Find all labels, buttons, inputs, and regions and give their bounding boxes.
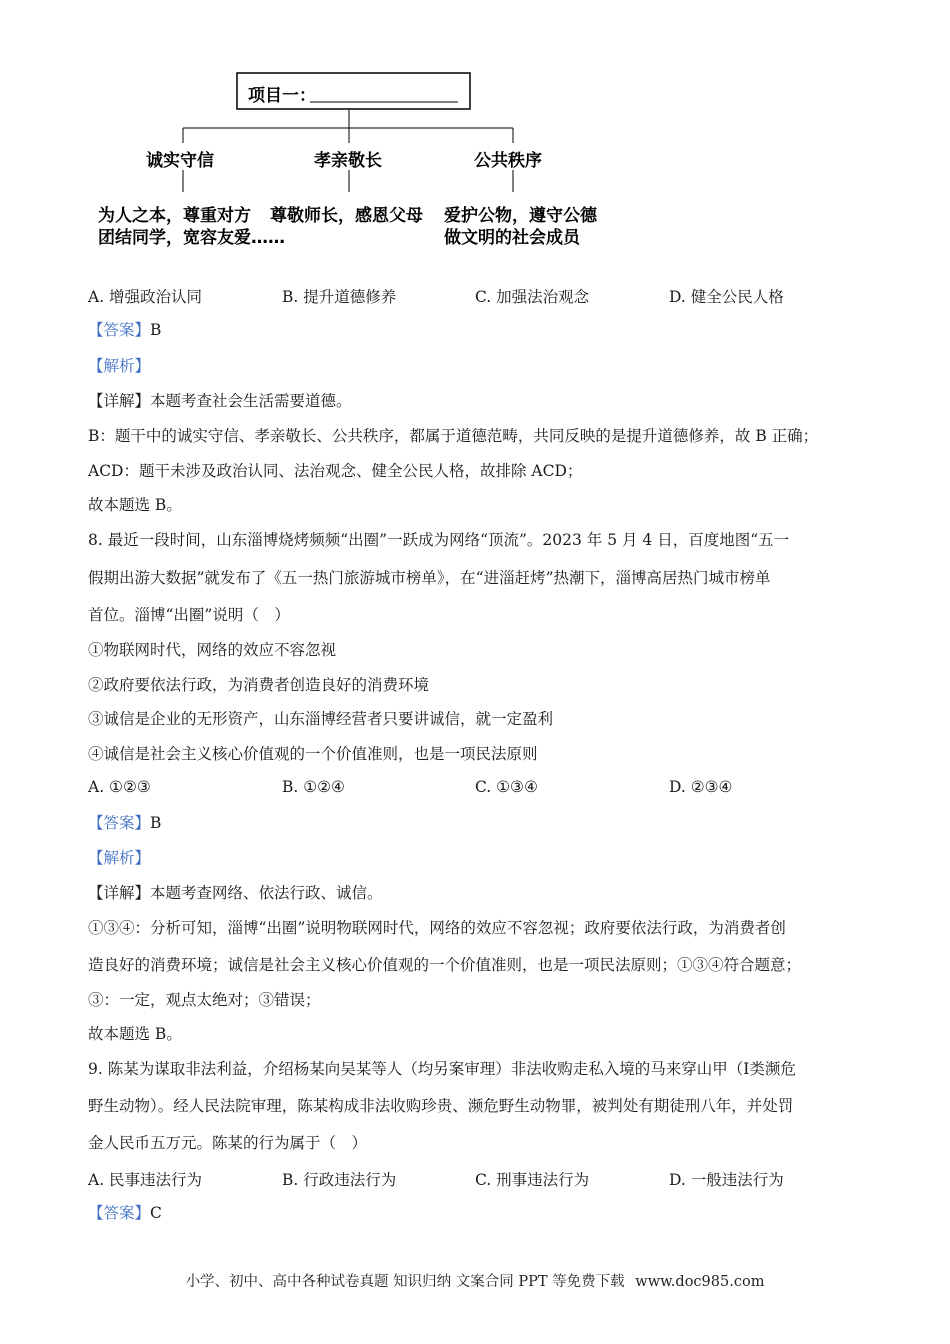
project-box-label: 项目一：: [248, 86, 316, 106]
q9-stem-line: 野生动物）。经人民法院审理，陈某构成非法收购珍贵、濒危野生动物罪，被判处有期徒刑八年，并处罚: [88, 1097, 794, 1115]
q8-answer: [88, 813, 161, 833]
q7-analysis-line: ACD：题干未涉及政治认同、法治观念、健全公民人格，故排除 ACD；: [88, 462, 583, 480]
q8-option-d: D. ②③④: [669, 778, 733, 796]
q8-option-a: A. ①②③: [88, 778, 151, 796]
q8-stem-line: 8. 最近一段时间，山东淄博烧烤频频“出圈”一跃成为网络“顶流”。2023 年 5 月 4 日，百度地图“五一: [88, 531, 790, 549]
q8-item: ②政府要依法行政，为消费者创造良好的消费环境: [88, 676, 430, 694]
page-footer: [0, 1270, 950, 1291]
q8-analysis-line: ①③④：分析可知，淄博“出圈”说明物联网时代，网络的效应不容忽视；政府要依法行政，为消费者创: [88, 919, 786, 937]
answer-value: C: [150, 1204, 162, 1222]
branch-desc: 尊敬师长，感恩父母: [270, 206, 423, 226]
q8-analysis-line: 造良好的消费环境；诚信是社会主义核心价值观的一个价值准则，也是一项民法原则；①③④符合题意；: [88, 956, 802, 974]
q8-analysis-line: 故本题选 B。: [88, 1025, 182, 1043]
q8-analysis-tag: 【解析】: [88, 849, 151, 867]
q7-answer: [88, 320, 161, 340]
footer-text: 小学、初中、高中各种试卷真题 知识归纳 文案合同 PPT 等免费下载: [185, 1274, 625, 1290]
q9-stem-line: 金人民币五万元。陈某的行为属于（ ）: [88, 1134, 368, 1152]
q8-analysis-line: ③：一定，观点太绝对；③错误；: [88, 991, 321, 1009]
q7-option-b: B. 提升道德修养: [282, 288, 397, 306]
footer-link[interactable]: www.doc985.com: [635, 1274, 765, 1290]
q9-option-b: B. 行政违法行为: [282, 1171, 397, 1189]
q9-option-d: D. 一般违法行为: [669, 1171, 784, 1189]
detail-text: 本题考查网络、依法行政、诚信。: [150, 884, 383, 902]
answer-tag: 【答案】: [88, 814, 151, 832]
detail-text: 本题考查社会生活需要道德。: [150, 392, 352, 410]
answer-value: B: [150, 321, 162, 339]
q7-analysis-line: B：题干中的诚实守信、孝亲敬长、公共秩序，都属于道德范畴，共同反映的是提升道德修养，故 B 正确；: [88, 427, 819, 445]
q7-analysis-tag: 【解析】: [88, 357, 151, 375]
q9-stem-line: 9. 陈某为谋取非法利益，介绍杨某向吴某等人（均另案审理）非法收购走私入境的马来穿山甲（Ⅰ类濒危: [88, 1060, 796, 1078]
q9-answer: [88, 1203, 162, 1223]
q8-option-b: B. ①②④: [282, 778, 345, 796]
branch-desc: 做文明的社会成员: [444, 228, 580, 248]
q8-item: ③诚信是企业的无形资产，山东淄博经营者只要讲诚信，就一定盈利: [88, 710, 554, 728]
detail-tag: 【详解】: [88, 392, 151, 410]
branch-desc: 团结同学，宽容友爱……: [98, 228, 285, 248]
branch-desc: 为人之本，尊重对方: [98, 206, 251, 226]
q7-analysis-line: 故本题选 B。: [88, 496, 182, 514]
q8-detail: [88, 883, 383, 903]
q7-option-c: C. 加强法治观念: [475, 288, 590, 306]
answer-value: B: [150, 814, 162, 832]
q8-item: ④诚信是社会主义核心价值观的一个价值准则，也是一项民法原则: [88, 745, 538, 763]
q8-stem-line: 首位。淄博“出圈”说明（ ）: [88, 606, 290, 624]
q9-option-a: A. 民事违法行为: [88, 1171, 203, 1189]
q9-option-c: C. 刑事违法行为: [475, 1171, 590, 1189]
q7-option-a: A. 增强政治认同: [88, 288, 203, 306]
q7-option-d: D. 健全公民人格: [669, 288, 784, 306]
q7-detail: [88, 391, 352, 411]
answer-tag: 【答案】: [88, 321, 151, 339]
branch-label: 孝亲敬长: [314, 151, 382, 171]
q8-item: ①物联网时代，网络的效应不容忽视: [88, 641, 337, 659]
q8-stem-line: 假期出游大数据”就发布了《五一热门旅游城市榜单》，在“进淄赶烤”热潮下，淄博高居热门城市榜单: [88, 569, 771, 587]
q8-option-c: C. ①③④: [475, 778, 538, 796]
answer-tag: 【答案】: [88, 1204, 151, 1222]
detail-tag: 【详解】: [88, 884, 151, 902]
branch-desc: 爱护公物，遵守公德: [444, 206, 597, 226]
structure-diagram: [0, 0, 950, 260]
branch-label: 诚实守信: [146, 151, 214, 171]
branch-label: 公共秩序: [474, 151, 542, 171]
